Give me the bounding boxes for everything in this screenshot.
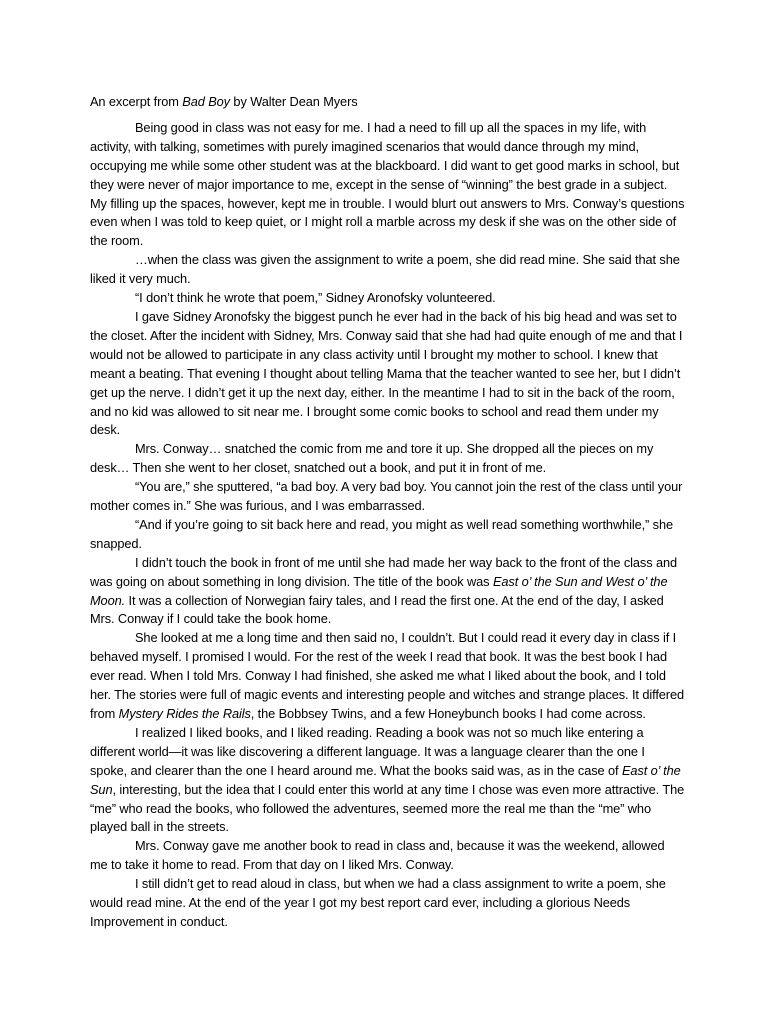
excerpt-heading — [90, 93, 685, 112]
heading-author: by Walter Dean Myers — [229, 94, 358, 109]
text-run: , interesting, but the idea that I could enter this world at any time I chose was even more attractive. The “me” who read the books, who followed the adventures, seemed more the real me than the “me” who played ball in the streets. — [90, 781, 685, 835]
paragraph — [90, 554, 685, 630]
text-run: Mrs. Conway… snatched the comic from me and tore it up. She dropped all the pieces on my desk… Then she went to her closet, snatched out a book, and put it in front of me. — [90, 441, 654, 476]
paragraph — [90, 289, 685, 308]
text-run: …when the class was given the assignment to write a poem, she did read mine. She said that she liked it very much. — [90, 252, 680, 287]
excerpt-body — [90, 119, 685, 932]
text-run: , the Bobbsey Twins, and a few Honeybunch books I had come across. — [250, 706, 646, 721]
text-run: I gave Sidney Aronofsky the biggest punch he ever had in the back of his big head and was set to the closet. After the incident with Sidney, Mrs. Conway said that she had had quite enough of me and that I would not be allowed to participate in any class activity until I brought my mother to school. I knew that meant a beating. That evening I thought about telling Mama that the teacher wanted to see her, but I didn’t get up the nerve. I didn’t get it up the next day, either. In the meantime I had to sit in the back of the room, and no kid was allowed to sit near me. I brought some comic books to school and read them under my desk. — [90, 308, 683, 438]
text-run: Mrs. Conway gave me another book to read in class and, because it was the weekend, allowed me to take it home to read. From that day on I liked Mrs. Conway. — [90, 838, 665, 873]
text-run: “I don’t think he wrote that poem,” Sidney Aronofsky volunteered. — [135, 290, 496, 306]
text-run: I realized I liked books, and I liked reading. Reading a book was not so much like entering a different world—it was like discovering a different language. It was a language clearer than the one I spoke, and clearer than the one I heard around me. What the books said was, as in the case of — [90, 724, 645, 778]
text-run: I didn’t touch the book in front of me until she had made her way back to the front of the class and was going on about something in long division. The title of the book was — [90, 554, 678, 589]
paragraph — [90, 308, 685, 440]
book-title: Bad Boy — [182, 94, 230, 109]
text-run: “You are,” she sputtered, “a bad boy. A very bad boy. You cannot join the rest of the class until your mother comes in.” She was furious, and I was embarrassed. — [90, 479, 683, 514]
paragraph — [90, 724, 685, 837]
text-run: It was a collection of Norwegian fairy tales, and I read the first one. At the end of the day, I asked Mrs. Conway if I could take the book home. — [90, 592, 664, 627]
paragraph — [90, 629, 685, 724]
paragraph — [90, 440, 685, 478]
heading-prefix: An excerpt from — [90, 94, 183, 109]
text-run: Being good in class was not easy for me. I had a need to fill up all the spaces in my life, with activity, with talking, sometimes with purely imagined scenarios that would dance through my mind, occupying me while some other student was at the blackboard. I did want to get good marks in school, but they were never of major importance to me, except in the sense of “winning” the best grade in a subject. My filling up the spaces, however, kept me in trouble. I would blurt out answers to Mrs. Conway’s questions even when I was told to keep quiet, or I might roll a marble across my desk if she was on the other side of the room. — [90, 119, 685, 249]
text-run: I still didn’t get to read aloud in class, but when we had a class assignment to write a poem, she would read mine. At the end of the year I got my best report card ever, including a glorious Needs Improvement in conduct. — [90, 876, 666, 929]
paragraph — [90, 478, 685, 516]
document-page — [90, 93, 685, 932]
text-run: “And if you’re going to sit back here and read, you might as well read something worthwhile,” she snapped. — [90, 516, 674, 551]
italic-title: Mystery Rides the Rails — [118, 706, 251, 721]
italic-title: East o’ the Sun and West o’ the Moon. — [90, 573, 668, 608]
paragraph — [90, 837, 685, 875]
italic-title: East o’ the Sun — [90, 762, 681, 797]
paragraph — [90, 119, 685, 251]
paragraph — [90, 251, 685, 289]
text-run: She looked at me a long time and then said no, I couldn’t. But I could read it every day in class if I behaved myself. I promised I would. For the rest of the week I read that book. It was the best book I had ever read. When I told Mrs. Conway I had finished, she asked me what I liked about the book, and I told her. The stories were full of magic events and interesting people and witches and strange places. It differed from — [90, 630, 684, 721]
paragraph — [90, 875, 685, 932]
paragraph — [90, 516, 685, 554]
